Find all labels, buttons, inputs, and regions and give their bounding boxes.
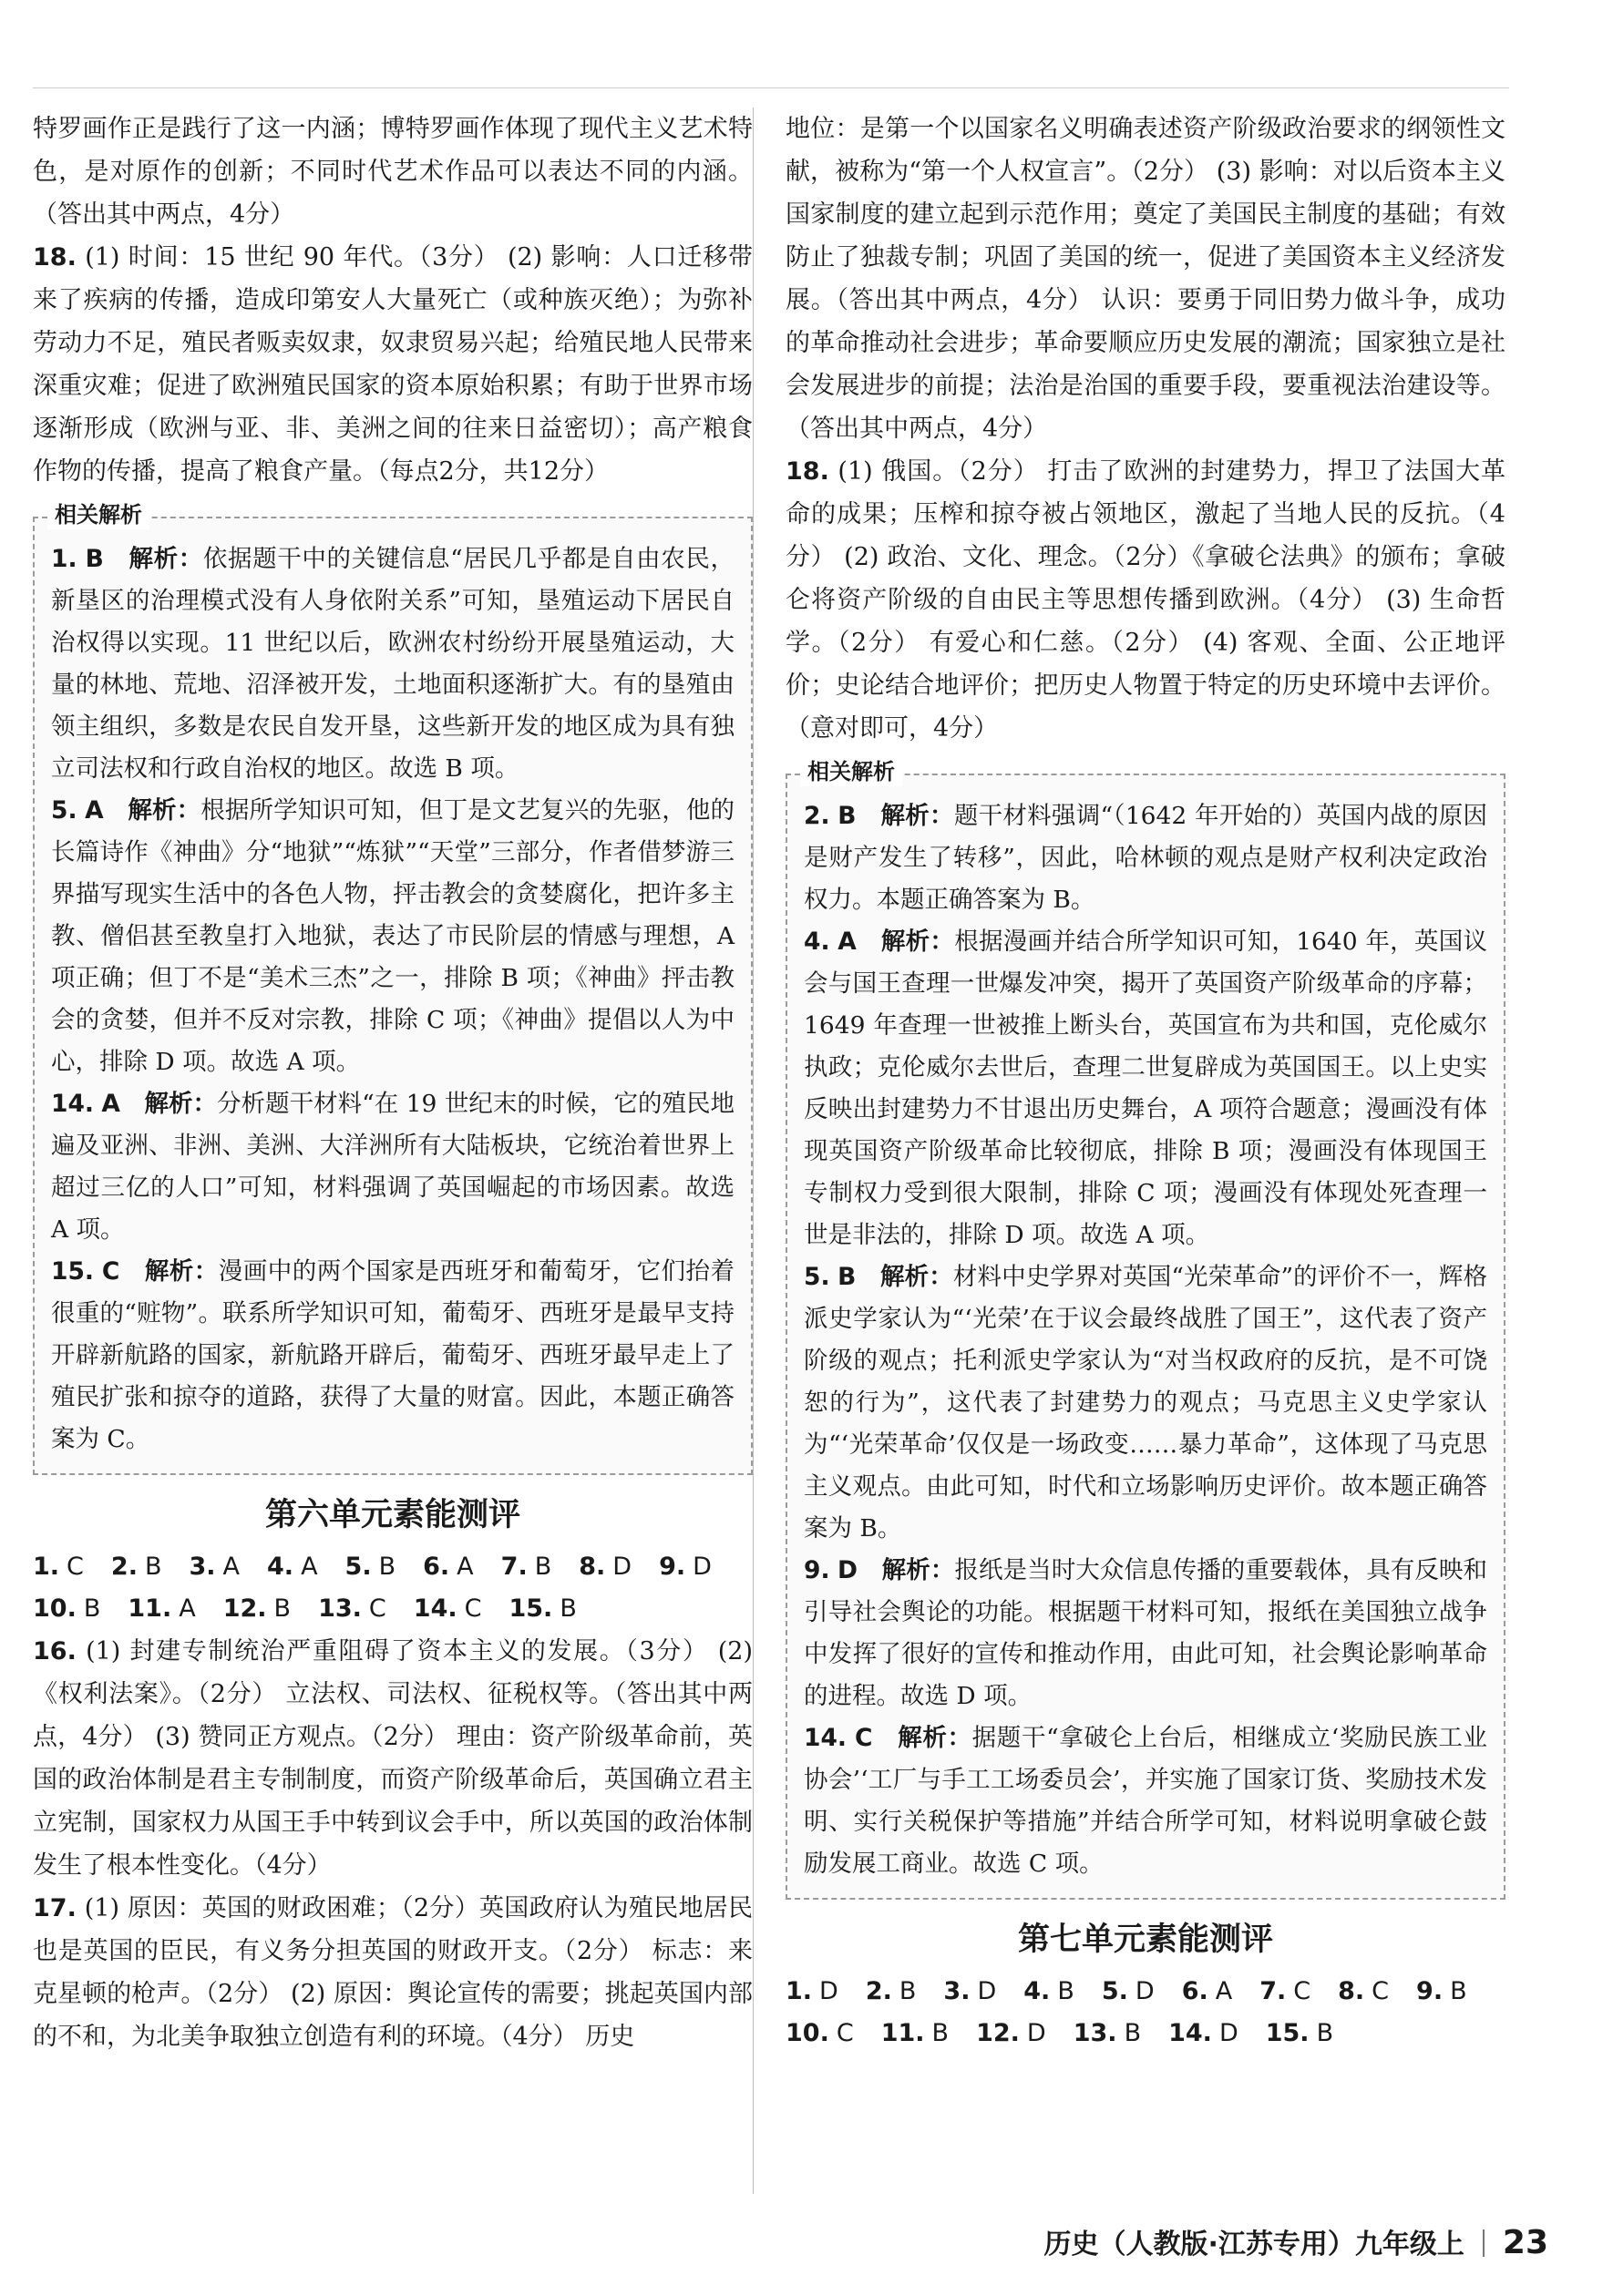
analysis-item-text: 题干材料强调“（1642 年开始的）英国内战的原因是财产发生了转移”，因此，哈林顿的观点是财产权利决定政治权力。本题正确答案为 B。 [804, 802, 1487, 914]
answer-letter: C [67, 1553, 84, 1581]
answer-number: 2. [110, 1553, 138, 1581]
answer-number: 10. [786, 2019, 829, 2047]
analysis-item-answer: D [837, 1556, 858, 1584]
unit6-question-17 [33, 1887, 753, 2058]
answer-item [423, 1553, 474, 1581]
analysis-item-number: 2. [804, 802, 830, 830]
analysis-item-tag: 解析： [881, 1556, 955, 1584]
analysis-item-text: 根据漫画并结合所学知识可知，1640 年，英国议会与国王查理一世爆发冲突，揭开了英国资产阶级革命的序幕；1649 年查理一世被推上断头台，英国宣布为共和国，克伦威尔执政；克伦威尔去世后，查理二世复辟成为英国国王。以上史实反映出封建势力不甘退出历史舞台，A 项符合题意；漫画没有体现英国资产阶级革命比较彻底，排除 B 项；漫画没有体现国王专制权力受到很大限制，排除 C 项；漫画没有体现处死查理一世是非法的，排除 D 项。故选 A 项。 [804, 928, 1487, 1249]
analysis-item-text: 分析题干材料“在 19 世纪末的时候，它的殖民地遍及亚洲、非洲、美洲、大洋洲所有大陆板块，它统治着世界上超过三亿的人口”可知，材料强调了英国崛起的市场因素。故选 A 项。 [51, 1090, 735, 1244]
analysis-item [804, 1717, 1487, 1885]
answer-number: 4. [267, 1553, 294, 1581]
unit6-answers-row1 [33, 1546, 753, 1588]
analysis-item-answer: B [837, 802, 857, 830]
analysis-item-tag: 解析： [880, 802, 954, 830]
answer-item [345, 1553, 396, 1581]
analysis-item-answer: A [85, 796, 104, 825]
answer-number: 1. [786, 1977, 813, 2005]
question-text: (1) 封建专制统治严重阻碍了资本主义的发展。（3分） (2)《权利法案》。（2分） 立法权、司法权、征税权等。（答出其中两点，4分） (3) 赞同正方观点。（2分） 理由：资产阶级革命前，英国的政治体制是君主专制制度，而资产阶级革命后，英国确立君主立宪制，国家权力从国王手中转到议会手中，所以英国的政治体制发生了根本性变化。（4分） [33, 1637, 753, 1880]
answer-item [786, 2019, 854, 2047]
answer-number: 15. [1265, 2019, 1310, 2047]
analysis-item-number: 4. [804, 928, 830, 956]
answer-number: 12. [976, 2019, 1020, 2047]
page-footer [1043, 2223, 1548, 2265]
analysis-item-tag: 解析： [128, 796, 201, 825]
answer-item [866, 1977, 917, 2005]
answer-number: 7. [500, 1553, 528, 1581]
analysis-item [804, 921, 1487, 1256]
right-analysis-box [786, 759, 1505, 1900]
analysis-item-text: 据题干“拿破仑上台后，相继成立‘奖励民族工业协会’‘工厂与手工工场委员会’，并实施了国家订货、奖励技术发明、实行关税保护等措施”并结合所学可知，材料说明拿破仑鼓励发展工商业。故选 C 项。 [804, 1724, 1487, 1878]
analysis-item [804, 1550, 1487, 1717]
answer-letter: D [1026, 2019, 1046, 2047]
unit6-answers-row2 [33, 1588, 753, 1630]
answer-item [189, 1553, 240, 1581]
answer-item [943, 1977, 996, 2005]
answer-letter: C [464, 1594, 482, 1623]
answer-item [501, 1553, 552, 1581]
right-column [786, 108, 1505, 2055]
analysis-item-tag: 解析： [898, 1724, 972, 1752]
question-text: (1) 原因：英国的财政困难；（2分）英国政府认为殖民地居民也是英国的臣民，有义务分担英国的财政开支。（2分） 标志：来克星顿的枪声。（2分） (2) 原因：舆论宣传的需要；挑起英国内部的不和，为北美争取独立创造有利的环境。（4分） 历史 [33, 1894, 753, 2051]
answer-number: 2. [865, 1977, 892, 2005]
question-number: 16. [33, 1637, 77, 1666]
answer-letter: B [931, 2019, 950, 2047]
answer-item [1074, 2019, 1141, 2047]
analysis-item-answer: B [837, 1263, 857, 1291]
analysis-item-tag: 解析： [144, 1257, 219, 1286]
answer-item [1266, 2019, 1333, 2047]
answer-number: 13. [1073, 2019, 1117, 2047]
answer-item [1168, 2019, 1238, 2047]
answer-letter: A [1215, 1977, 1233, 2005]
answer-letter: B [899, 1977, 917, 2005]
analysis-box-title: 相关解析 [800, 757, 902, 786]
answer-letter: B [1450, 1977, 1467, 2005]
answer-item [509, 1594, 576, 1623]
analysis-item-number: 1. [51, 545, 77, 573]
analysis-item-number: 5. [51, 796, 77, 825]
answer-item [1023, 1977, 1074, 2005]
unit6-title: 第六单元素能测评 [264, 1496, 520, 1533]
answer-item [1259, 1977, 1310, 2005]
answer-number: 6. [423, 1553, 450, 1581]
analysis-item-number: 5. [804, 1263, 830, 1291]
answer-letter: C [368, 1594, 386, 1623]
answer-letter: D [612, 1553, 632, 1581]
answer-number: 3. [943, 1977, 971, 2005]
column-divider [753, 108, 754, 2194]
answer-letter: B [144, 1553, 162, 1581]
analysis-item-number: 14. [804, 1724, 847, 1752]
answer-item [318, 1594, 386, 1623]
answer-number: 13. [318, 1594, 362, 1623]
analysis-item-tag: 解析： [880, 928, 955, 956]
question-number: 18. [33, 243, 77, 272]
answer-letter: A [301, 1553, 318, 1581]
answer-item [414, 1594, 482, 1623]
answer-item [111, 1553, 162, 1581]
answer-letter: A [222, 1553, 241, 1581]
analysis-item [51, 1251, 735, 1461]
analysis-item-text: 材料中史学界对英国“光荣革命”的评价不一，辉格派史学家认为“‘光荣’在于议会最终战胜了国王”，这代表了资产阶级的观点；托利派史学家认为“对当权政府的反抗，是不可饶恕的行为”，这代表了封建势力的观点；马克思主义史学家认为“‘光荣革命’仅仅是一场政变……暴力革命”，这体现了马克思主义观点。由此可知，时代和立场影响历史评价。故本题正确答案为 B。 [804, 1263, 1487, 1543]
answer-item [223, 1594, 291, 1623]
analysis-item-text: 报纸是当时大众信息传播的重要载体，具有反映和引导社会舆论的功能。根据题干材料可知，报纸在美国独立战争中发挥了很好的宣传和推动作用，由此可知，社会舆论影响革命的进程。故选 D 项。 [804, 1556, 1487, 1710]
left-analysis-box [33, 502, 753, 1475]
answer-letter: C [1293, 1977, 1311, 2005]
analysis-item-answer: C [855, 1724, 873, 1752]
answer-number: 4. [1023, 1977, 1051, 2005]
answer-letter: D [819, 1977, 838, 2005]
answer-letter: B [1057, 1977, 1074, 2005]
left-column [33, 108, 753, 2058]
unit6-question-16 [33, 1630, 753, 1887]
page-number: 23 [1502, 2224, 1548, 2261]
analysis-item-answer: C [101, 1257, 120, 1286]
question-text: (1) 时间：15 世纪 90 年代。（3分） (2) 影响：人口迁移带来了疾病的传播，造成印第安人大量死亡（或种族灭绝）；为弥补劳动力不足，殖民者贩卖奴隶，奴隶贸易兴起；给殖民地人民带来深重灾难；促进了欧洲殖民国家的资本原始积累；有助于世界市场逐渐形成（欧洲与亚、非、美洲之间的往来日益密切）；高产粮食作物的传播，提高了粮食产量。（每点2分，共12分） [33, 243, 753, 486]
answer-item [659, 1553, 712, 1581]
answer-letter: B [560, 1594, 577, 1623]
answer-letter: D [1218, 2019, 1238, 2047]
analysis-item [51, 1083, 735, 1251]
answer-item [1416, 1977, 1467, 2005]
analysis-item-number: 15. [51, 1257, 94, 1286]
left-question-18 [33, 236, 753, 493]
analysis-item [804, 795, 1487, 921]
answer-letter: B [1316, 2019, 1334, 2047]
answer-number: 12. [222, 1594, 267, 1623]
answer-letter: D [1135, 1977, 1155, 2005]
answer-number: 8. [1338, 1977, 1365, 2005]
answer-letter: C [836, 2019, 854, 2047]
analysis-item-tag: 解析： [880, 1263, 953, 1291]
answer-number: 8. [579, 1553, 606, 1581]
answer-item [1182, 1977, 1233, 2005]
answer-item [1102, 1977, 1155, 2005]
answer-item [33, 1553, 84, 1581]
answer-number: 9. [1416, 1977, 1444, 2005]
answer-number: 11. [880, 2019, 925, 2047]
analysis-item-text: 依据题干中的关键信息“居民几乎都是自由农民，新垦区的治理模式没有人身依附关系”可知，垦殖运动下居民自治权得以实现。11 世纪以后，欧洲农村纷纷开展垦殖运动，大量的林地、荒地、沼泽被开发，土地面积逐渐扩大。有的垦殖由领主组织，多数是农民自发开垦，这些新开发的地区成为具有独立司法权和行政自治权的地区。故选 B 项。 [51, 545, 735, 783]
analysis-item-text: 根据所学知识可知，但丁是文艺复兴的先驱，他的长篇诗作《神曲》分“地狱”“炼狱”“天堂”三部分，作者借梦游三界描写现实生活中的各色人物，抨击教会的贪婪腐化，把许多主教、僧侣甚至教皇打入地狱，表达了市民阶层的情感与理想，A 项正确；但丁不是“美术三杰”之一，排除 B 项；《神曲》抨击教会的贪婪，但并不反对宗教，排除 C 项；《神曲》提倡以人为中心，排除 D 项。故选 A 项。 [51, 796, 735, 1076]
analysis-item-number: 14. [51, 1090, 94, 1118]
answer-letter: B [273, 1594, 292, 1623]
answer-number: 14. [1168, 2019, 1212, 2047]
answer-letter: D [977, 1977, 997, 2005]
answer-number: 6. [1181, 1977, 1208, 2005]
answer-number: 5. [344, 1553, 372, 1581]
answer-number: 7. [1259, 1977, 1287, 2005]
unit7-title: 第七单元素能测评 [1017, 1921, 1273, 1958]
analysis-item-number: 9. [804, 1556, 830, 1584]
answer-item [579, 1553, 632, 1581]
top-rule [33, 87, 1509, 88]
analysis-box-title: 相关解析 [47, 500, 149, 529]
answer-number: 5. [1101, 1977, 1128, 2005]
right-question-18 [786, 450, 1505, 750]
answer-letter: B [534, 1553, 552, 1581]
answer-number: 15. [509, 1594, 553, 1623]
answer-number: 1. [33, 1553, 60, 1581]
question-text: (1) 俄国。（2分） 打击了欧洲的封建势力，捍卫了法国大革命的成果；压榨和掠夺被占领地区，激起了当地人民的反抗。（4分） (2) 政治、文化、理念。（2分）《拿破仑法典》的颁布；拿破仑将资产阶级的自由民主等思想传播到欧洲。（4分） (3) 生命哲学。（2分） 有爱心和仁慈。（2分） (4) 客观、全面、公正地评价；史论结合地评价；把历史人物置于特定的历史环境中去评价。（意对即可，4分） [786, 457, 1505, 743]
answer-letter: B [378, 1553, 396, 1581]
analysis-item-answer: B [85, 545, 104, 573]
left-intro-paragraph: 特罗画作正是践行了这一内涵；博特罗画作体现了现代主义艺术特色，是对原作的创新；不同时代艺术作品可以表达不同的内涵。（答出其中两点，4分） [33, 115, 753, 229]
footer-subject: 历史（人教版·江苏专用）九年级上 [1043, 2229, 1464, 2260]
analysis-item [804, 1256, 1487, 1550]
analysis-item-text: 漫画中的两个国家是西班牙和葡萄牙，它们抬着很重的“赃物”。联系所学知识可知，葡萄牙、西班牙是最早支持开辟新航路的国家，新航路开辟后，葡萄牙、西班牙最早走上了殖民扩张和掠夺的道路，获得了大量的财富。因此，本题正确答案为 C。 [51, 1257, 735, 1453]
answer-number: 14. [413, 1594, 457, 1623]
answer-number: 3. [189, 1553, 216, 1581]
answer-letter: B [1124, 2019, 1142, 2047]
answer-item [128, 1594, 195, 1623]
right-intro-paragraph: 地位：是第一个以国家名义明确表述资产阶级政治要求的纲领性文献，被称为“第一个人权宣言”。（2分） (3) 影响：对以后资本主义国家制度的建立起到示范作用；奠定了美国民主制度的基础；有效防止了独裁专制；巩固了美国的统一，促进了美国资本主义经济发展。（答出其中两点，4分） 认识：要勇于同旧势力做斗争，成功的革命推动社会进步；革命要顺应历史发展的潮流；国家独立是社会发展进步的前提；法治是治国的重要手段，要重视法治建设等。（答出其中两点，4分） [786, 115, 1505, 443]
answer-letter: D [693, 1553, 712, 1581]
unit7-answers-row1 [786, 1971, 1505, 2013]
analysis-item [51, 790, 735, 1083]
answer-letter: B [83, 1594, 101, 1623]
unit7-answers-row2 [786, 2013, 1505, 2055]
answer-letter: A [179, 1594, 196, 1623]
answer-number: 11. [128, 1594, 172, 1623]
answer-item [33, 1594, 100, 1623]
analysis-item [51, 538, 735, 790]
answer-letter: A [457, 1553, 474, 1581]
analysis-item-answer: A [837, 928, 857, 956]
answer-item [976, 2019, 1046, 2047]
answer-item [786, 1977, 838, 2005]
analysis-item-answer: A [101, 1090, 120, 1118]
answer-item [1338, 1977, 1389, 2005]
answer-number: 10. [33, 1594, 77, 1623]
answer-letter: C [1372, 1977, 1390, 2005]
answer-number: 9. [659, 1553, 686, 1581]
answer-item [881, 2019, 949, 2047]
question-number: 17. [33, 1894, 77, 1922]
footer-separator [1483, 2229, 1485, 2257]
analysis-item-tag: 解析： [144, 1090, 218, 1118]
analysis-item-tag: 解析： [128, 545, 203, 573]
answer-item [267, 1553, 318, 1581]
question-number: 18. [786, 457, 829, 486]
